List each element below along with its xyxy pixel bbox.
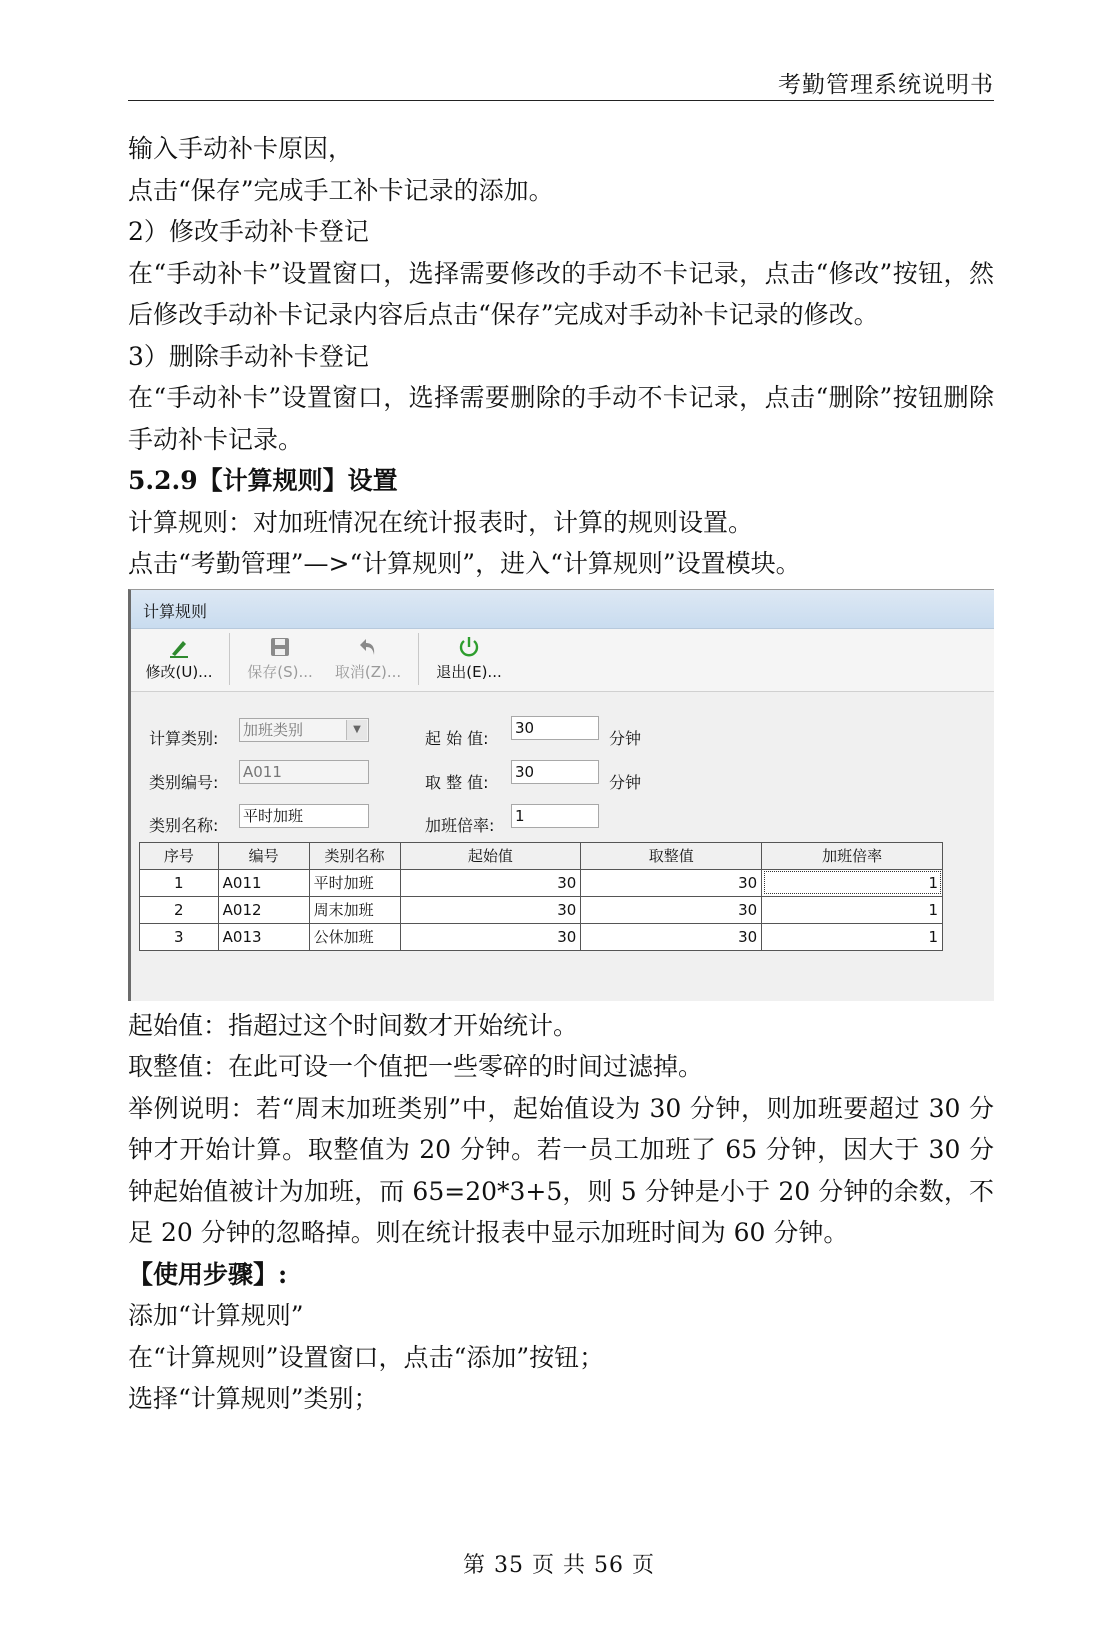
table-row[interactable] [140,896,943,923]
col-header[interactable]: 编号 [218,842,309,869]
name-field[interactable]: 平时加班 [239,804,369,828]
cell-start: 30 [400,896,581,923]
paragraph: 在“手动补卡”设置窗口，选择需要修改的手动不卡记录，点击“修改”按钮，然后修改手动补卡记录内容后点击“保存”完成对手动补卡记录的修改。 [128,258,994,329]
section-heading: 5.2.9【计算规则】设置 [128,466,398,495]
cell-rate[interactable]: 1 [762,923,943,950]
paragraph: 取整值：在此可设一个值把一些零碎的时间过滤掉。 [128,1052,704,1081]
col-header[interactable]: 加班倍率 [762,842,943,869]
paragraph: 3）删除手动补卡登记 [128,341,369,371]
toolbar-separator [418,633,419,685]
cell-start: 30 [400,869,581,896]
round-unit: 分钟 [609,772,642,792]
rule-form [131,692,994,842]
code-label: 类别编号: [149,772,219,792]
cell-rate[interactable]: 1 [762,869,943,896]
page-footer: 第 35 页 共 56 页 [463,1553,655,1578]
cell-code: A013 [218,923,309,950]
cell-name: 公休加班 [309,923,400,950]
paragraph: 起始值：指超过这个时间数才开始统计。 [128,1010,579,1040]
paragraph: 选择“计算规则”类别； [128,1384,379,1413]
round-value-field[interactable]: 30 [511,760,599,784]
paragraph: 2）修改手动补卡登记 [128,217,369,246]
edit-button[interactable] [135,629,223,682]
cell-round: 30 [581,869,762,896]
power-icon [457,635,481,659]
col-header[interactable]: 序号 [140,842,219,869]
name-label: 类别名称: [149,815,219,835]
chevron-down-icon[interactable]: ▼ [346,720,367,740]
exit-button-label: 退出(E)... [436,662,502,681]
paragraph: 在“手动补卡”设置窗口，选择需要删除的手动不卡记录，点击“删除”按钮删除手动补卡记录。 [128,383,994,454]
paragraph: 点击“保存”完成手工补卡记录的添加。 [128,175,554,205]
start-unit: 分钟 [609,728,642,748]
cell-index: 3 [140,923,219,950]
document-header-title: 考勤管理系统说明书 [778,72,994,98]
toolbar [131,629,994,692]
cell-rate[interactable]: 1 [762,896,943,923]
calc-rules-window [128,589,994,1001]
start-value-label: 起 始 值: [425,728,489,748]
cancel-button[interactable] [324,629,412,682]
paragraph: 计算规则：对加班情况在统计报表时，计算的规则设置。 [128,507,754,537]
grid-header-row [140,842,943,869]
edit-button-label: 修改(U)... [145,662,213,681]
header-divider [128,100,994,101]
paragraph: 点击“考勤管理”—>“计算规则”，进入“计算规则”设置模块。 [128,549,801,578]
page-content [128,128,994,1420]
paragraph: 在“计算规则”设置窗口，点击“添加”按钮； [128,1342,605,1372]
calc-type-value: 加班类别 [243,720,304,739]
col-header[interactable]: 类别名称 [309,842,400,869]
round-value-label: 取 整 值: [425,772,489,792]
paragraph: 输入手动补卡原因， [128,134,354,163]
cancel-button-label: 取消(Z)... [334,662,402,681]
undo-icon [357,635,379,659]
col-header[interactable]: 起始值 [400,842,581,869]
cell-round: 30 [581,923,762,950]
window-title: 计算规则 [131,590,994,629]
save-disk-icon [269,635,291,659]
start-value-field[interactable]: 30 [511,716,599,740]
exit-button[interactable] [425,629,513,682]
cell-start: 30 [400,923,581,950]
col-header[interactable]: 取整值 [581,842,762,869]
cell-round: 30 [581,896,762,923]
table-row[interactable] [140,869,943,896]
pencil-icon [167,635,191,659]
cell-index: 2 [140,896,219,923]
calc-type-label: 计算类别: [149,728,219,748]
save-button[interactable] [236,629,324,682]
steps-heading: 【使用步骤】: [128,1259,288,1289]
save-button-label: 保存(S)... [247,662,313,681]
rate-field[interactable]: 1 [511,804,599,828]
table-row[interactable] [140,923,943,950]
cell-index: 1 [140,869,219,896]
code-field[interactable]: A011 [239,760,369,784]
paragraph: 举例说明：若“周末加班类别”中，起始值设为 30 分钟，则加班要超过 30 分钟才开始计算。取整值为 20 分钟。若一员工加班了 65 分钟，因大于 30 分钟起始值被计为加班，而 65=20*3+5，则 5 分钟是小于 20 分钟的余数，不足 20 分钟的忽略掉。则在统计报表中显示加班时间为 60 分钟。 [128,1093,994,1247]
cell-name: 周末加班 [309,896,400,923]
rate-label: 加班倍率: [425,815,495,835]
cell-code: A011 [218,869,309,896]
rules-grid [139,842,943,951]
cell-name: 平时加班 [309,869,400,896]
toolbar-separator [229,633,230,685]
paragraph: 添加“计算规则” [128,1301,304,1330]
cell-code: A012 [218,896,309,923]
calc-type-select[interactable] [239,718,369,742]
